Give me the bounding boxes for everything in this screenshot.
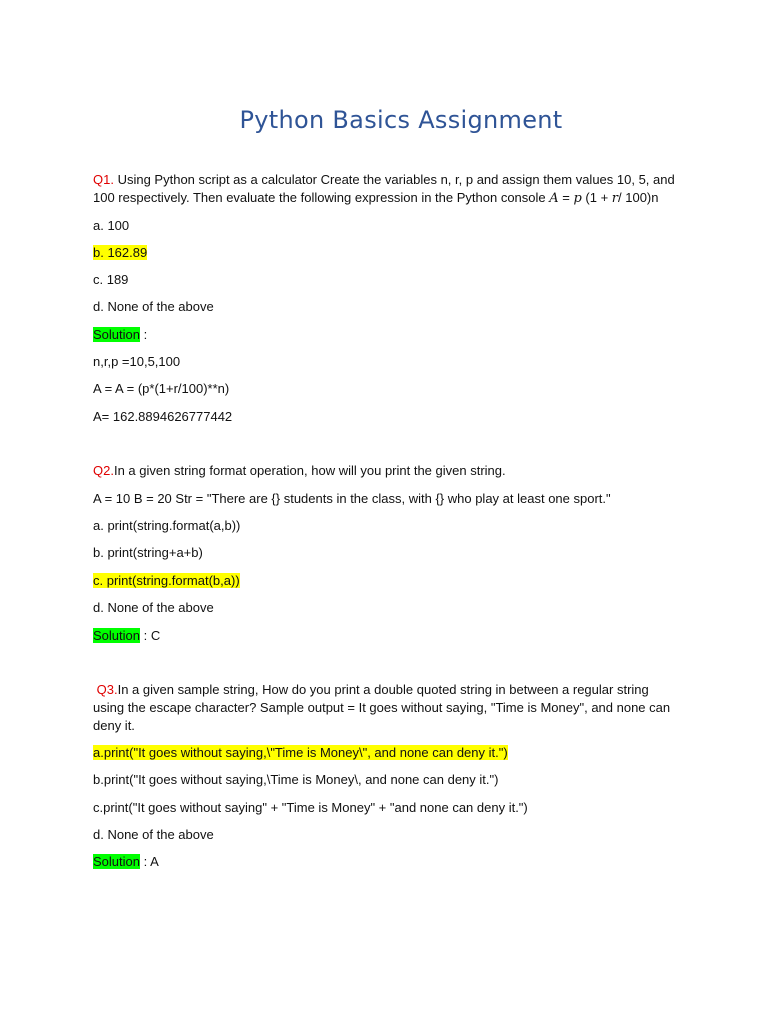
q1-formula-tail: / 100)n <box>618 190 659 205</box>
q3-solution <box>93 853 678 871</box>
q1-question <box>93 171 678 208</box>
q1-code-line-3: A= 162.8894626777442 <box>93 409 233 424</box>
q3-solution-value: : A <box>139 854 159 869</box>
q3-option-d: d. None of the above <box>93 827 214 842</box>
q2-option-c <box>93 572 678 590</box>
q1-formula-open: (1 + <box>581 190 612 205</box>
q1-number: Q1. <box>93 172 114 187</box>
q1-code-line-1: n,r,p =10,5,100 <box>93 354 181 369</box>
q1-code-line-2: A = A = (p*(1+r/100)**n) <box>93 381 230 396</box>
q1-formula-p: p <box>573 191 582 206</box>
q1-option-a: a. 100 <box>93 218 130 233</box>
q3-option-c: c.print("It goes without saying" + "Time is Money" + "and none can deny it.") <box>93 800 528 815</box>
q2-solution <box>93 627 678 645</box>
q3-text: In a given sample string, How do you print a double quoted string in between a regular string using the escape character? Sample output = It goes without saying, "Time is Money", and none can deny it. <box>93 682 671 733</box>
q2-given: A = 10 B = 20 Str = "There are {} students in the class, with {} who play at least one sport." <box>93 491 611 506</box>
q2-text: In a given string format operation, how will you print the given string. <box>113 463 506 478</box>
q2-solution-label: Solution <box>93 628 140 643</box>
q2-option-b: b. print(string+a+b) <box>93 545 203 560</box>
q1-option-b <box>93 244 678 262</box>
q3-number: Q3. <box>96 682 118 697</box>
q3-solution-label: Solution <box>93 854 140 869</box>
q2-question <box>93 462 678 480</box>
q3-option-a-highlight: a.print("It goes without saying,\"Time is Money\", and none can deny it.") <box>93 745 508 760</box>
q2-option-d: d. None of the above <box>93 600 214 615</box>
q2-option-a: a. print(string.format(a,b)) <box>93 518 241 533</box>
q1-formula-r: r <box>611 191 619 206</box>
q1-solution-colon: : <box>139 327 148 342</box>
q1-option-c: c. 189 <box>93 272 129 287</box>
q2-solution-value: : C <box>139 628 161 643</box>
q1-option-b-highlight: b. 162.89 <box>93 245 148 260</box>
q3-option-a <box>93 744 678 762</box>
q1-solution <box>93 326 678 344</box>
q1-formula-eq: = <box>558 190 574 205</box>
page-title: Python Basics Assignment <box>239 106 563 134</box>
q1-option-d: d. None of the above <box>93 299 214 314</box>
q2-number: Q2. <box>93 463 114 478</box>
q1-solution-label: Solution <box>93 327 140 342</box>
q1-text: Using Python script as a calculator Create the variables n, r, p and assign them values 10, 5, and 100 respectively. Then evaluate the following expression in the Python console <box>93 172 675 205</box>
q3-option-b: b.print("It goes without saying,\Time is Money\, and none can deny it.") <box>93 772 499 787</box>
q2-option-c-highlight: c. print(string.format(b,a)) <box>93 573 240 588</box>
q1-formula-a: A <box>549 191 559 206</box>
q3-question <box>93 681 678 735</box>
